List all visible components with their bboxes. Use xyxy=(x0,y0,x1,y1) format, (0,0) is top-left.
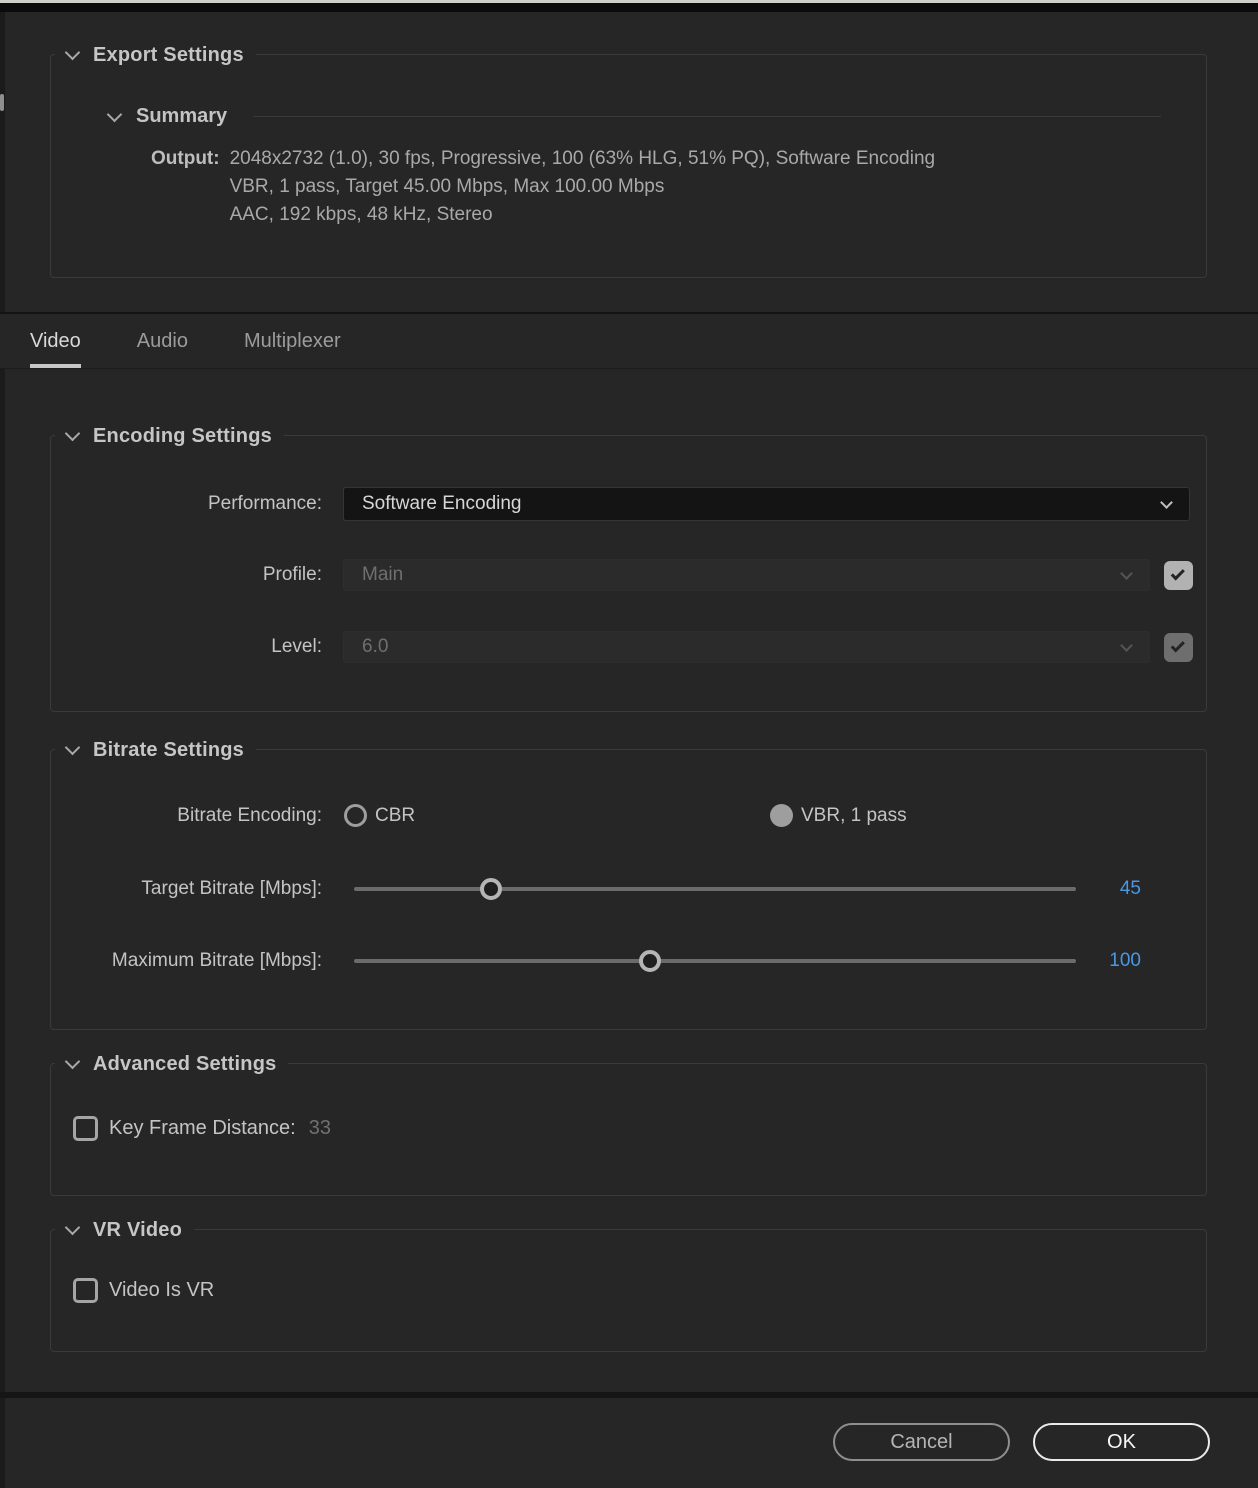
chevron-down-icon[interactable] xyxy=(65,45,81,61)
tab-bar xyxy=(0,312,1258,369)
target-bitrate-label: Target Bitrate [Mbps]: xyxy=(141,878,322,899)
target-bitrate-row xyxy=(52,874,1205,904)
chevron-down-icon[interactable] xyxy=(107,106,123,122)
video-is-vr-row xyxy=(73,1278,214,1303)
chevron-down-icon[interactable] xyxy=(65,1054,81,1070)
output-label: Output: xyxy=(151,148,220,169)
maximum-bitrate-value[interactable]: 100 xyxy=(1109,950,1141,971)
tab-video-label: Video xyxy=(30,329,81,352)
left-edge-strip xyxy=(0,12,5,1488)
maximum-bitrate-row xyxy=(52,946,1205,976)
export-settings-legend xyxy=(55,41,256,69)
tab-video[interactable] xyxy=(30,314,81,368)
bitrate-encoding-options xyxy=(344,804,1205,827)
chevron-down-icon[interactable] xyxy=(65,1220,81,1236)
vr-video-group xyxy=(50,1218,1207,1352)
tab-multiplexer[interactable] xyxy=(244,314,341,368)
vbr-radio[interactable] xyxy=(770,804,793,827)
maximum-bitrate-slider[interactable] xyxy=(354,946,1076,976)
key-frame-distance-row xyxy=(73,1116,331,1141)
slider-handle[interactable] xyxy=(480,878,502,900)
tab-multiplexer-label: Multiplexer xyxy=(243,329,341,352)
maximum-bitrate-label: Maximum Bitrate [Mbps]: xyxy=(111,950,322,971)
encoding-settings-legend xyxy=(55,422,284,450)
ok-button[interactable]: OK xyxy=(1033,1423,1210,1461)
export-settings-group xyxy=(50,43,1207,278)
level-auto-checkbox[interactable] xyxy=(1164,633,1193,662)
summary-title: Summary xyxy=(136,105,228,127)
level-row xyxy=(52,631,1205,663)
chevron-down-icon[interactable] xyxy=(65,426,81,442)
chevron-down-icon xyxy=(1120,567,1133,580)
slider-track[interactable] xyxy=(354,887,1076,891)
output-lines xyxy=(230,145,936,229)
vbr-label: VBR, 1 pass xyxy=(801,804,907,826)
level-dropdown xyxy=(343,631,1150,663)
bitrate-settings-group xyxy=(50,738,1207,1030)
output-line-bitrate: VBR, 1 pass, Target 45.00 Mbps, Max 100.00 Mbps xyxy=(229,176,665,197)
footer-divider xyxy=(0,1392,1258,1398)
chevron-down-icon xyxy=(1120,639,1133,652)
checkmark-icon xyxy=(1171,638,1185,652)
output-line-audio: AAC, 192 kbps, 48 kHz, Stereo xyxy=(229,204,493,225)
profile-value: Main xyxy=(362,564,404,585)
bitrate-encoding-row xyxy=(52,804,1205,827)
video-is-vr-label: Video Is VR xyxy=(109,1279,215,1301)
encoding-settings-title: Encoding Settings xyxy=(93,424,272,447)
slider-track[interactable] xyxy=(354,959,1076,963)
summary-legend xyxy=(109,105,1161,128)
output-line-video: 2048x2732 (1.0), 30 fps, Progressive, 100 (63% HLG, 51% PQ), Software Encoding xyxy=(229,148,936,169)
advanced-settings-title: Advanced Settings xyxy=(93,1052,277,1075)
export-settings-title: Export Settings xyxy=(93,43,244,66)
profile-dropdown xyxy=(343,559,1150,591)
cancel-button[interactable]: Cancel xyxy=(833,1423,1010,1461)
advanced-settings-legend xyxy=(55,1050,288,1078)
performance-value: Software Encoding xyxy=(362,493,522,514)
target-bitrate-value[interactable]: 45 xyxy=(1119,878,1141,899)
chevron-down-icon xyxy=(1160,496,1173,509)
cbr-radio[interactable] xyxy=(344,804,367,827)
bitrate-settings-title: Bitrate Settings xyxy=(93,738,245,761)
tab-audio-label: Audio xyxy=(136,329,188,352)
vr-video-legend xyxy=(55,1216,194,1244)
chevron-down-icon[interactable] xyxy=(65,740,81,756)
level-value: 6.0 xyxy=(362,636,389,657)
encoding-settings-group xyxy=(50,424,1207,712)
scrollbar-thumb[interactable] xyxy=(0,94,4,111)
window-title-strip xyxy=(0,3,1258,12)
tab-audio[interactable] xyxy=(137,314,188,368)
key-frame-distance-label: Key Frame Distance: xyxy=(109,1117,296,1139)
profile-label: Profile: xyxy=(262,564,322,585)
key-frame-distance-checkbox[interactable] xyxy=(73,1116,98,1141)
performance-label: Performance: xyxy=(207,493,322,514)
profile-auto-checkbox[interactable] xyxy=(1164,561,1193,590)
cbr-label: CBR xyxy=(375,804,416,826)
vbr-option xyxy=(770,804,907,827)
bitrate-encoding-label: Bitrate Encoding: xyxy=(177,804,322,826)
video-is-vr-checkbox[interactable] xyxy=(73,1278,98,1303)
bitrate-settings-legend xyxy=(55,736,256,764)
performance-row xyxy=(52,487,1205,521)
performance-dropdown[interactable] xyxy=(343,487,1190,521)
target-bitrate-slider[interactable] xyxy=(354,874,1076,904)
key-frame-distance-value: 33 xyxy=(308,1117,331,1139)
level-label: Level: xyxy=(271,636,322,657)
profile-row xyxy=(52,559,1205,591)
vr-video-title: VR Video xyxy=(93,1218,183,1241)
output-summary xyxy=(151,145,935,229)
summary-divider xyxy=(253,116,1161,117)
advanced-settings-group xyxy=(50,1052,1207,1196)
checkmark-icon xyxy=(1171,566,1185,580)
slider-handle[interactable] xyxy=(639,950,661,972)
